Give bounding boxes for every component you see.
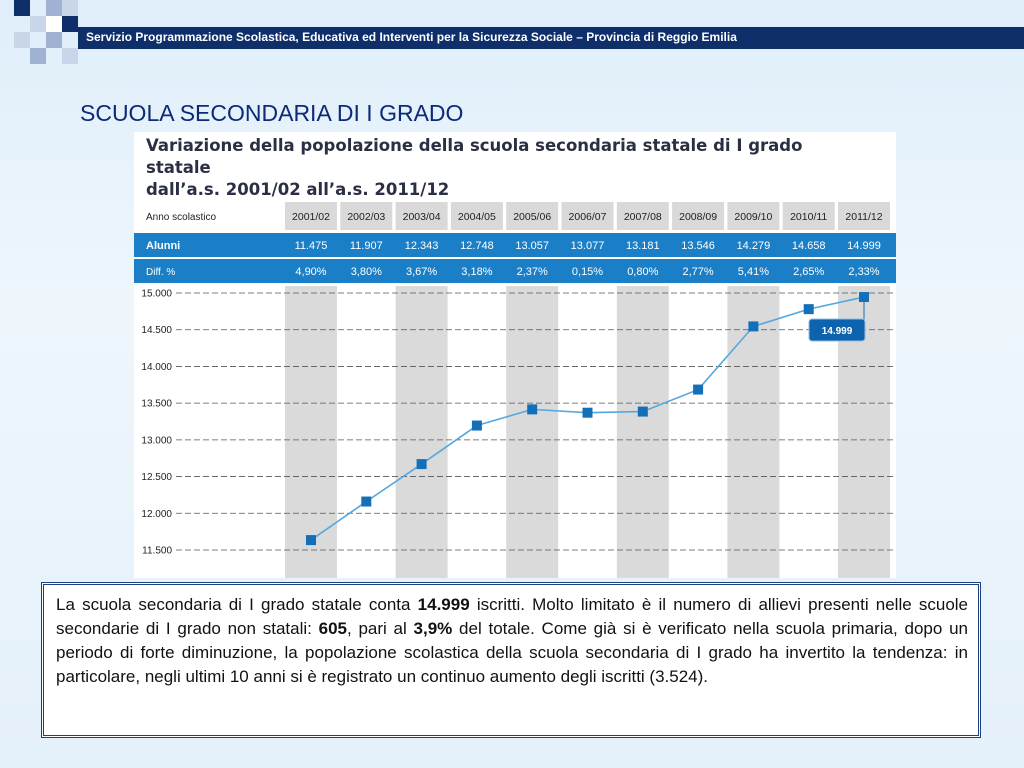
decor-square xyxy=(14,0,30,16)
header-text: Servizio Programmazione Scolastica, Educativa ed Interventi per la Sicurezza Sociale – Provincia di Reggio Emilia xyxy=(86,30,737,44)
year-label: 2007/08 xyxy=(623,211,662,223)
chart-title-line1: Variazione della popolazione della scuola secondaria statale di I grado statale xyxy=(146,136,803,177)
data-point xyxy=(306,535,316,545)
diff-value: 0,80% xyxy=(627,266,659,278)
series-line xyxy=(311,297,864,540)
year-label: 2011/12 xyxy=(845,211,883,223)
shaded-column xyxy=(617,286,669,578)
diff-value: 2,33% xyxy=(848,266,880,278)
y-tick-label: 12.500 xyxy=(141,472,172,484)
diff-value: 5,41% xyxy=(737,266,770,278)
y-tick-label: 14.500 xyxy=(141,325,172,337)
alunni-label: Alunni xyxy=(146,240,181,252)
year-label: 2009/10 xyxy=(734,211,773,223)
diff-value: 0,15% xyxy=(571,266,604,278)
diff-row-bg xyxy=(134,259,896,283)
alunni-value: 13.546 xyxy=(681,240,715,252)
alunni-value: 13.077 xyxy=(570,240,605,252)
year-label: 2008/09 xyxy=(679,211,718,223)
data-point xyxy=(527,404,537,414)
decor-square xyxy=(46,0,62,16)
year-label: 2010/11 xyxy=(790,211,828,223)
data-point xyxy=(748,321,758,331)
diff-value: 3,80% xyxy=(350,266,382,278)
year-label: 2001/02 xyxy=(292,211,330,223)
total-students: 14.999 xyxy=(417,595,470,614)
decor-square xyxy=(62,0,78,16)
year-label: 2002/03 xyxy=(347,211,386,223)
diff-value: 3,18% xyxy=(461,266,493,278)
diff-value: 2,65% xyxy=(793,266,825,278)
diff-value: 2,77% xyxy=(682,266,714,278)
diff-value: 3,67% xyxy=(405,266,438,278)
decor-square xyxy=(14,32,30,48)
diff-value: 2,37% xyxy=(516,266,548,278)
chart-title-line2: dall’a.s. 2001/02 all’a.s. 2011/12 xyxy=(146,180,450,199)
alunni-value: 14.658 xyxy=(791,240,826,252)
slide-title: SCUOLA SECONDARIA DI I GRADO xyxy=(80,100,464,126)
diff-value: 4,90% xyxy=(295,266,327,278)
y-tick-label: 12.000 xyxy=(141,508,172,520)
alunni-value: 13.181 xyxy=(625,240,660,252)
y-tick-label: 15.000 xyxy=(141,288,172,300)
alunni-value: 12.343 xyxy=(404,240,439,252)
data-point xyxy=(638,407,648,417)
data-point xyxy=(361,497,371,507)
alunni-value: 11.907 xyxy=(349,240,383,252)
alunni-value: 11.475 xyxy=(294,240,328,252)
description-box xyxy=(41,582,981,738)
chart-title xyxy=(146,135,866,201)
year-label: 2005/06 xyxy=(513,211,552,223)
diff-label: Diff. % xyxy=(146,267,176,278)
alunni-value: 14.279 xyxy=(736,240,771,252)
data-point xyxy=(472,421,482,431)
data-point xyxy=(583,408,593,418)
y-tick-label: 13.500 xyxy=(141,398,172,410)
non-state-percent: 3,9% xyxy=(413,619,453,638)
header-label: Anno scolastico xyxy=(146,212,217,223)
decor-square xyxy=(46,32,62,48)
y-tick-label: 13.000 xyxy=(141,435,172,447)
decor-square xyxy=(62,48,78,64)
y-tick-label: 14.000 xyxy=(141,361,172,373)
decor-square xyxy=(46,16,62,32)
year-label: 2006/07 xyxy=(568,211,607,223)
year-label: 2004/05 xyxy=(457,211,496,223)
decor-square xyxy=(30,16,46,32)
year-label: 2003/04 xyxy=(402,211,441,223)
decor-square xyxy=(62,16,78,32)
description-text: La scuola secondaria di I grado statale conta 14.999 iscritti. Molto limitato è il numero di allievi presenti nelle scuole secondarie di I grado non statali: 605, pari al 3,9% del totale. Come già si è verificato nella scuola primaria, dopo un periodo di forte diminuzione, la popolazione scolastica della scuola secondaria di I grado ha invertito la tendenza: in particolare, negli ultimi 10 anni si è registrato un continuo aumento degli iscritti (3.524). xyxy=(56,595,969,686)
header-bar xyxy=(78,27,1024,49)
decor-square xyxy=(30,48,46,64)
data-point xyxy=(693,385,703,395)
y-tick-label: 11.500 xyxy=(142,545,172,557)
chart-figure xyxy=(134,132,896,578)
alunni-value: 12.748 xyxy=(460,240,494,252)
data-point xyxy=(417,459,427,469)
non-state-students: 605 xyxy=(318,619,347,638)
alunni-value: 13.057 xyxy=(515,240,550,252)
callout-label: 14.999 xyxy=(821,326,853,337)
data-point xyxy=(804,304,814,314)
alunni-value: 14.999 xyxy=(847,240,881,252)
